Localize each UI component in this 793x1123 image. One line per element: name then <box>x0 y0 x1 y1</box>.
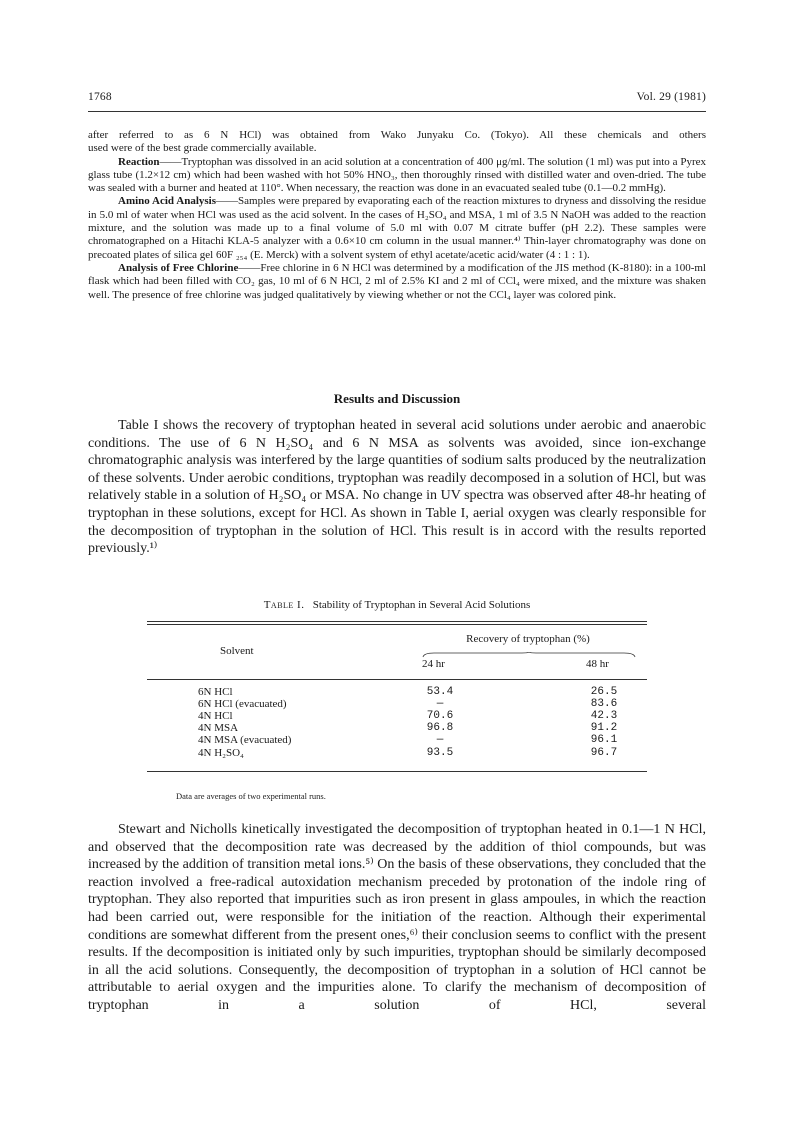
col-header-solvent: Solvent <box>220 645 254 657</box>
paragraph-1-text: Table I shows the recovery of tryptophan heated in several acid solutions under aerobic and anaerobic conditions. The use of 6 N H₂SO₄ and 6 N MSA as solvents was avoided, since ion-exchange chromatographic analysis was interfered by the large quantities of sodium salts produced by the neutralization of these solvents. Under aerobic conditions, tryptophan was readily decomposed in a solution of HCl, but was relatively stable in a solution of H₂SO₄ or MSA. No change in UV spectra was observed after 48-hr heating of tryptophan in these solutions, except for HCl. As shown in Table I, aerial oxygen was clearly responsible for the decomposition of tryptophan in the solution of HCl. This result is in accord with the results reported previously.¹⁾ <box>88 418 706 557</box>
free-chlorine-title: Analysis of Free Chlorine <box>118 261 239 274</box>
intro-line-1: after referred to as 6 N HCl) was obtained from Wako Junyaku Co. (Tokyo). All these chemicals and others <box>88 129 706 141</box>
table-cell-solvent: 4N H₂SO₄ <box>198 746 244 759</box>
col-header-recovery: Recovery of tryptophan (%) <box>466 633 590 645</box>
header-rule <box>88 111 706 112</box>
table-cell-solvent: 6N HCl <box>198 686 233 698</box>
amino-acid-paragraph <box>88 195 706 261</box>
table-cell-24hr: — <box>436 734 444 747</box>
table-cell-48hr: 96.7 <box>590 746 618 759</box>
table-label: Table I. <box>263 599 305 611</box>
free-chlorine-paragraph <box>88 262 706 302</box>
table-cell-solvent: 4N HCl <box>198 710 233 723</box>
table-caption-text: Stability of Tryptophan in Several Acid Solutions <box>312 599 531 611</box>
page-number: 1768 <box>88 91 112 103</box>
table-cell-24hr: 93.5 <box>426 746 454 759</box>
reaction-paragraph <box>88 156 706 196</box>
table-cell-48hr: 42.3 <box>590 710 618 723</box>
results-paragraph-1 <box>88 417 706 558</box>
methods-section <box>88 129 706 302</box>
table-cell-solvent: 6N HCl (evacuated) <box>198 698 287 711</box>
table-cell-48hr: 26.5 <box>590 686 618 698</box>
results-paragraph-2 <box>88 821 706 1015</box>
amino-acid-title: Amino Acid Analysis <box>118 195 217 208</box>
table-cell-48hr: 96.1 <box>590 734 618 747</box>
table-rule-top-2 <box>147 624 647 625</box>
volume-label: Vol. 29 (1981) <box>636 91 706 103</box>
reaction-title: Reaction <box>118 155 160 168</box>
col-header-48hr: 48 hr <box>586 658 609 670</box>
table-cell-solvent: 4N MSA <box>198 722 239 735</box>
table-footnote: Data are averages of two experimental runs. <box>176 791 326 801</box>
table-cell-24hr: 70.6 <box>426 710 454 723</box>
table-cell-48hr: 83.6 <box>590 698 618 711</box>
table-cell-solvent: 4N MSA (evacuated) <box>198 734 292 747</box>
table-cell-24hr: — <box>436 698 444 711</box>
table-rule-mid <box>147 679 647 680</box>
amino-acid-text: ——Samples were prepared by evaporating each of the reaction mixtures to dryness and dissolving the residue in 5.0 ml of water when HCl was used as the acid solvent. In the cases of H₂SO₄ and MSA, 1 ml of 3.5 N NaOH was added to the reaction mixture, and the solution was made up to a final volume of 5.0 ml with 0.07 M citrate buffer (pH 2.2). These samples were chromatographed on a Hitachi KLA-5 analyzer with a 0.6×10 cm column in the usual manner.⁴⁾ Thin-layer chromatography was done on precoated plates of silica gel 60F ₂₅₄ (E. Merck) with a solvent system of ethyl acetate/acetic acid/water (4 : 1 : 1). <box>88 195 706 261</box>
table-cell-24hr: 53.4 <box>426 686 454 698</box>
section-heading: Results and Discussion <box>333 391 461 406</box>
table-cell-24hr: 96.8 <box>426 722 454 735</box>
table-rule-bottom <box>147 771 647 772</box>
reaction-text: ——Tryptophan was dissolved in an acid solution at a concentration of 400 μg/ml. The solution (1 ml) was put into a Pyrex glass tube (1.2×12 cm) which had been washed with hot 50% HNO₃, then thoroughly rinsed with distilled water and oven-dried. The tube was sealed with a burner and heated at 110°. When necessary, the reaction was done in an evacuated sealed tube (0.1—0.2 mmHg). <box>88 155 706 195</box>
free-chlorine-text: ——Free chlorine in 6 N HCl was determined by a modification of the JIS method (K-8180): in a 100-ml flask which had been filled with CO₂ gas, 10 ml of 6 N HCl, 2 ml of 2.5% KI and 2 ml of CCl₄ were mixed, and the mixture was shaken well. The presence of free chlorine was judged qualitatively by viewing whether or not the CCl₄ layer was colored pink. <box>88 261 706 301</box>
col-header-24hr: 24 hr <box>422 658 445 670</box>
table-cell-48hr: 91.2 <box>590 722 618 735</box>
table-rule-top-1 <box>147 621 647 622</box>
intro-line-2: used were of the best grade commercially available. <box>88 142 317 155</box>
table-caption <box>88 599 706 611</box>
paragraph-2-text: Stewart and Nicholls kinetically investigated the decomposition of tryptophan heated in 0.1—1 N HCl, and observed that the decomposition rate was decreased by the addition of thiol compounds, but was increased by the addition of transition metal ions.⁵⁾ On the basis of these observations, they concluded that the reaction involved a free-radical autoxidation mechanism preceded by protonation of the indole ring of tryptophan. They also reported that impurities such as iron present in glass ampoules, in which the reaction had been carried out, were responsible for the initiation of the reaction. Although their experimental conditions are somewhat different from the present ones,⁶⁾ their conclusion seems to conflict with the present results. If the decomposition is initiated only by such impurities, tryptophan should be similarly decomposed in all the acid solutions. Consequently, the decomposition of tryptophan in a solution of HCl cannot be attributable to aerial oxygen and the impurities alone. To clarify the mechanism of decomposition of tryptophan in a solution of HCl, several <box>88 822 706 1013</box>
